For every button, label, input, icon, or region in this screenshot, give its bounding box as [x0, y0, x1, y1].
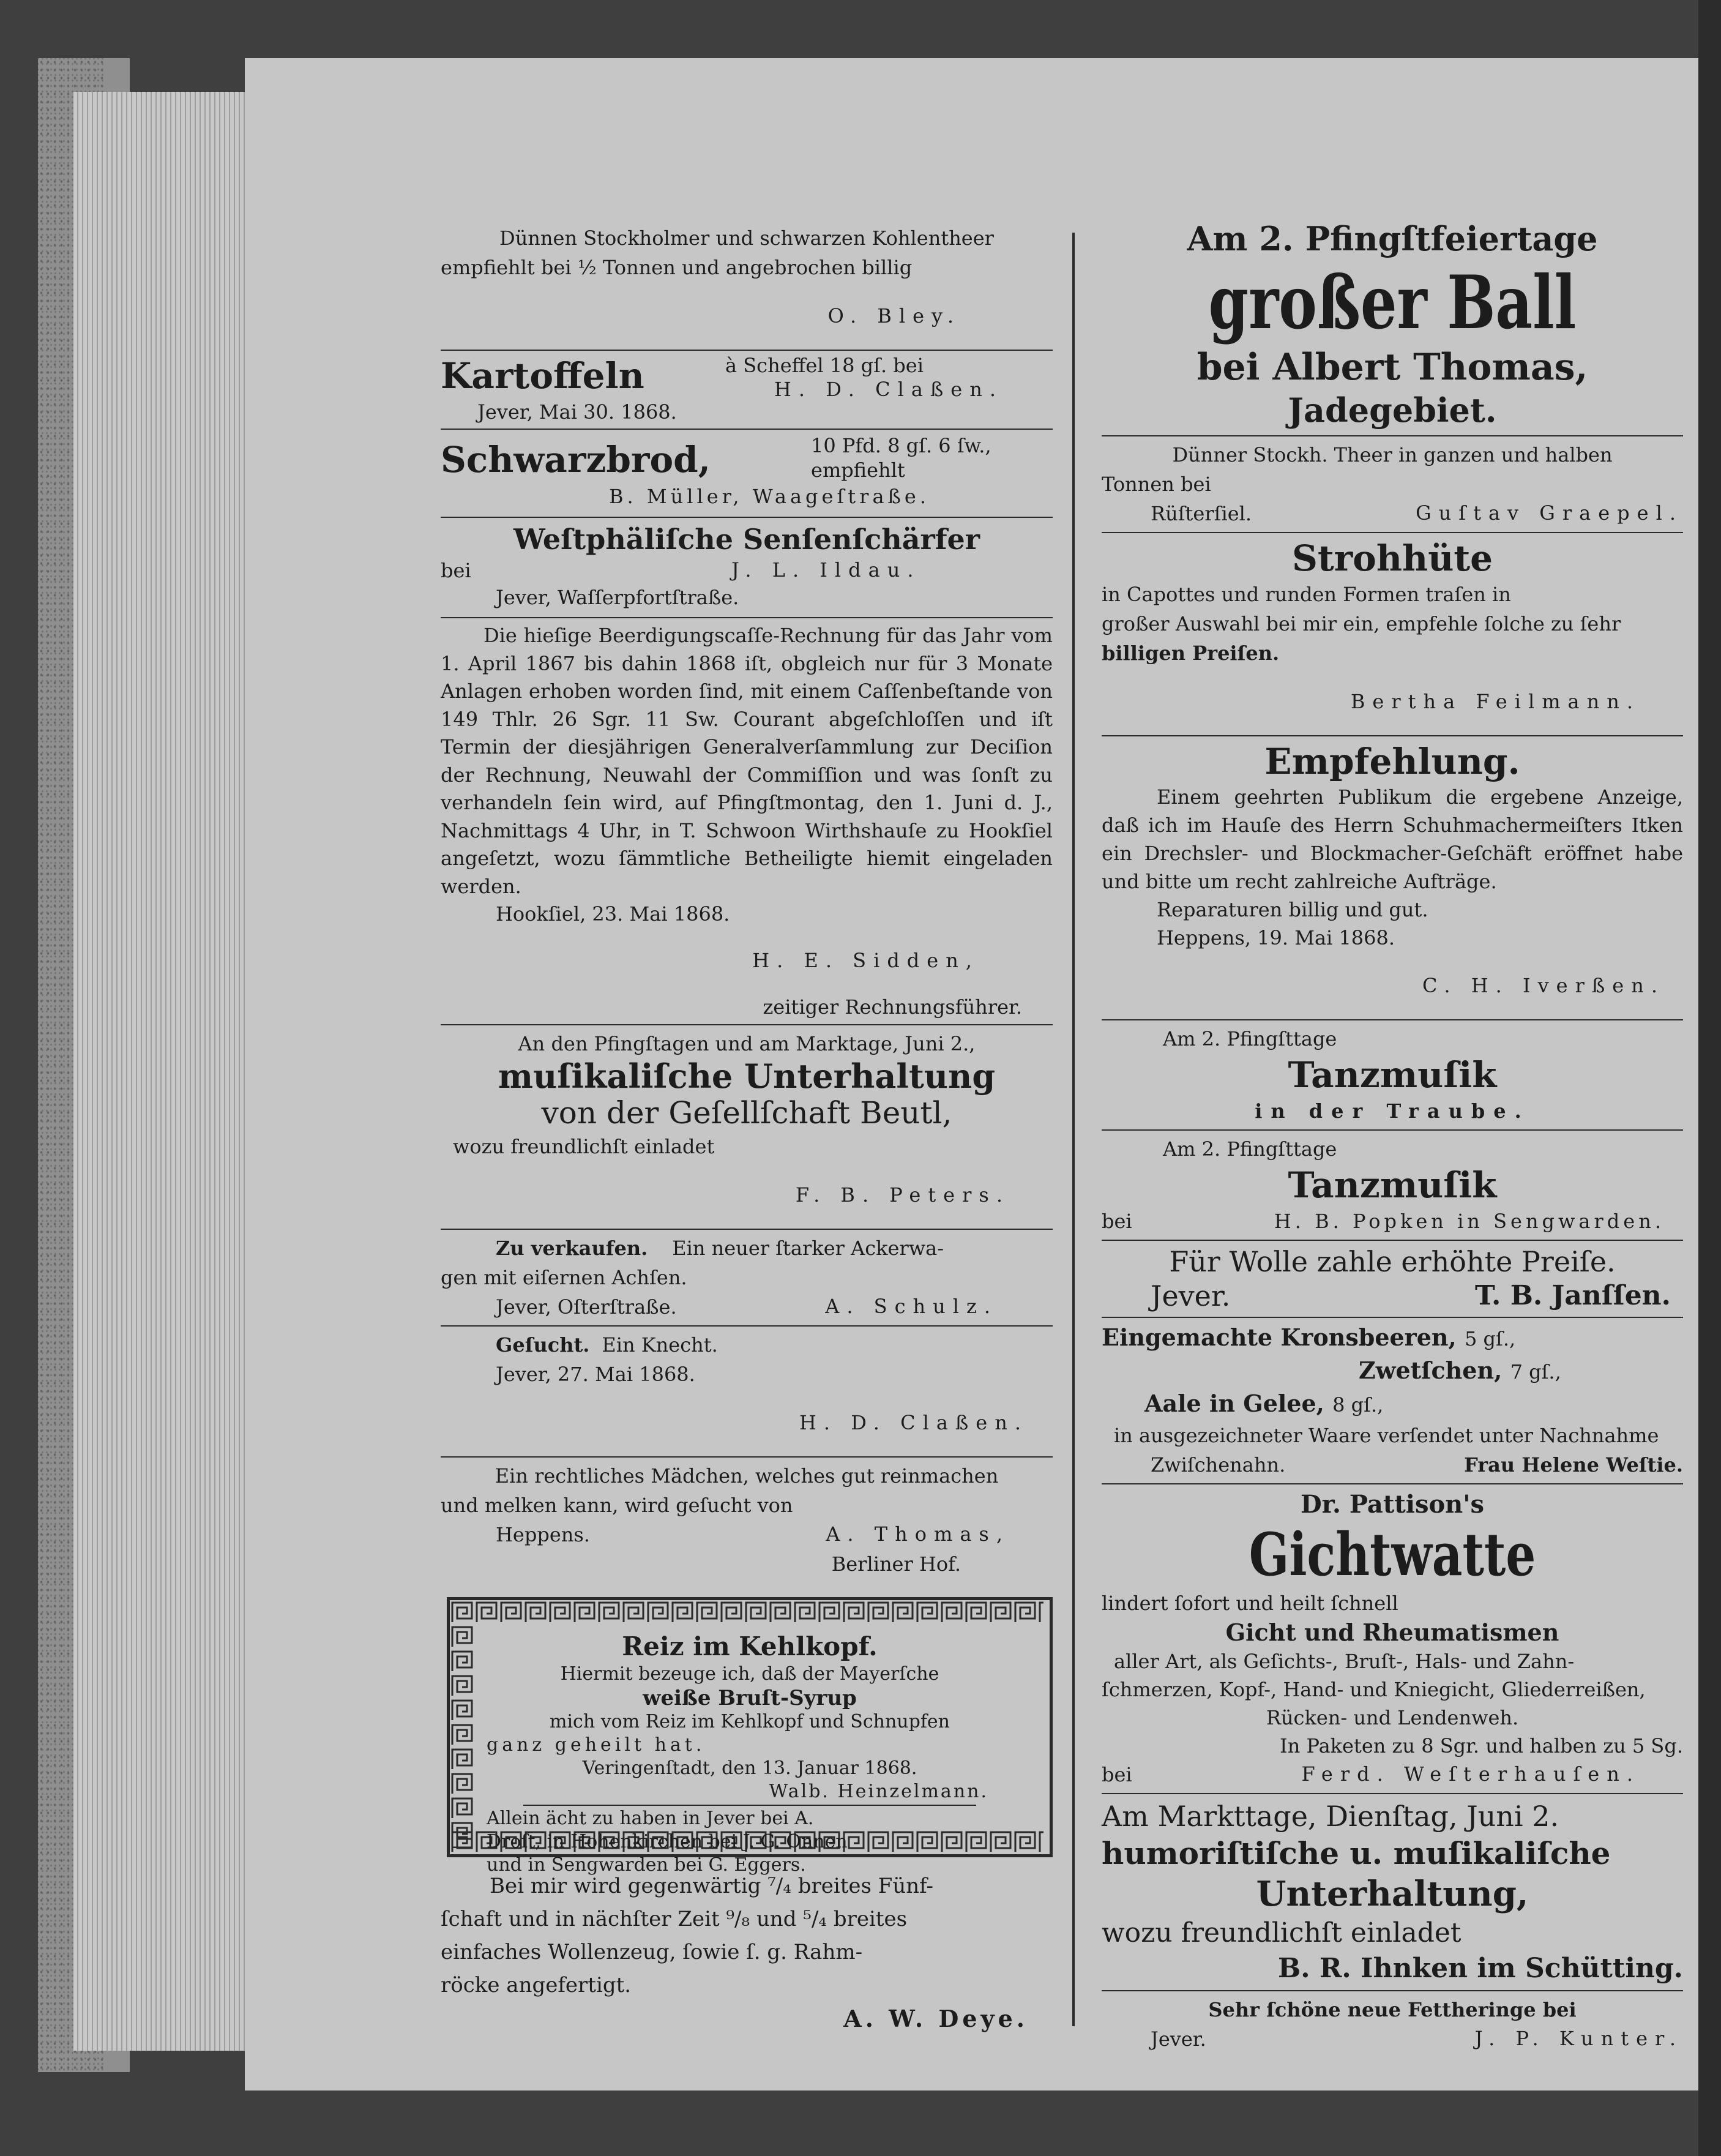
page-edges	[73, 92, 257, 2051]
ad-signature: Frau Helene Weſtie.	[1464, 1453, 1683, 1477]
ad-maedchen	[441, 1461, 1053, 1579]
ad-price: 5 gſ.,	[1464, 1327, 1516, 1350]
divider	[441, 429, 1053, 430]
ad-line	[1102, 1388, 1683, 1421]
ad-text: Rücken- und Lendenweh.	[1266, 1706, 1519, 1729]
divider	[1102, 1129, 1683, 1131]
ad-text: billigen Preiſen.	[1102, 642, 1280, 665]
ad-kohlentheer	[441, 223, 1053, 330]
ad-text: Gicht und Rheumatismen	[1225, 1619, 1559, 1646]
ad-item: Aale in Gelee,	[1144, 1390, 1324, 1417]
ad-subtitle: in der Traube.	[1255, 1099, 1530, 1123]
divider	[1102, 1317, 1683, 1318]
ad-title: Reiz im Kehlkopf.	[622, 1631, 878, 1661]
ad-signature: Guſtav Graepel.	[1416, 501, 1683, 525]
ad-title: Tanzmuſik	[1288, 1054, 1497, 1096]
ad-body: Die hieſige Beerdigungscaſſe-Rechnung für das Jahr vom 1. April 1867 bis dahin 1868 iſt, obgleich nur für 3 Monate Anlagen erhoben worden ſind, mit einem Caſſenbeſtande von 149 Thlr. 26 Sgr. 11 Sw. Courant abgeſchloſſen und iſt Termin der diesjährigen Generalverſammlung zur Deciſion der Rechnung, Neuwahl der Commiſſion und was ſonſt zu verhandeln ſein wird, auf Pfingſtmontag, den 1. Juni d. J., Nachmittags 4 Uhr, in T. Schwoon Wirthshauſe zu Hookſiel angeſetzt, wozu ſämmtliche Betheiligte hiemit eingeladen werden.	[441, 624, 1053, 898]
ad-date: Jever, 27. Mai 1868.	[496, 1363, 695, 1386]
ad-text: großer Auswahl bei mir ein, empfehle ſolche zu ſehr	[1102, 612, 1621, 635]
ad-title: Gichtwatte	[1249, 1520, 1536, 1589]
right-column	[1102, 217, 1683, 2054]
ad-date: Hookſiel, 23. Mai 1868.	[496, 902, 730, 926]
ad-line	[1102, 1355, 1683, 1388]
ad-intro: An den Pfingſtagen und am Marktage, Juni 2.,	[518, 1032, 976, 1055]
ad-text: Dünner Stockh. Theer in ganzen und halben	[1172, 443, 1613, 466]
ad-text: Dünnen Stockholmer und schwarzen Kohlentheer	[499, 226, 994, 250]
ad-text: Ein neuer ſtarker Ackerwa-	[672, 1237, 944, 1260]
ad-text: wozu freundlichſt einladet	[453, 1135, 715, 1158]
ad-text: ganz geheilt hat.	[487, 1734, 706, 1756]
ad-text: ſchmerzen, Kopf-, Hand- und Kniegicht, Gliederreißen,	[1102, 1678, 1646, 1701]
ad-text: In Paketen zu 8 Sgr. und halben zu 5 Sg.	[1280, 1734, 1683, 1757]
ad-text: aller Art, als Geſichts-, Bruſt-, Hals- und Zahn-	[1114, 1650, 1575, 1673]
ad-wolle	[1102, 1245, 1683, 1313]
ad-text: empfiehlt bei ½ Tonnen und angebrochen billig	[441, 256, 913, 279]
ad-body: Einem geehrten Publikum die ergebene Anzeige, daß ich im Hauſe des Herrn Schuhmachermeiſters Itken ein Drechsler- und Blockmacher-Geſchäft eröffnet habe und bitte um recht zahlreiche Aufträge.	[1102, 785, 1683, 893]
ad-line: humoriſtiſche u. muſikaliſche	[1102, 1835, 1611, 1871]
ad-signature: Ferd. Weſterhauſen.	[1301, 1762, 1640, 1786]
boxed-ad-content	[487, 1631, 1013, 1876]
ad-signature: A. Schulz.	[825, 1295, 998, 1318]
ad-intro: Am 2. Pfingſttage	[1163, 1137, 1337, 1161]
ad-price: 8 gſ.,	[1332, 1393, 1384, 1417]
ad-place: Heppens.	[496, 1523, 590, 1546]
ad-text: empfiehlt	[811, 459, 905, 482]
ad-title: Kartoffeln	[441, 355, 644, 397]
ad-title: Tanzmuſik	[1288, 1164, 1497, 1206]
ad-date: Heppens, 19. Mai 1868.	[1157, 926, 1395, 949]
divider	[1102, 532, 1683, 533]
ad-line	[441, 1233, 1053, 1263]
ad-signature: H. B. Popken in Sengwarden.	[1274, 1210, 1665, 1233]
ad-line: Am 2. Pfingſtfeiertage	[1187, 219, 1598, 258]
ad-footer	[1102, 1760, 1683, 1789]
ad-price: 7 gſ.,	[1510, 1360, 1561, 1383]
ad-empfehlung	[1102, 740, 1683, 1000]
ad-text: Tonnen bei	[1102, 473, 1211, 496]
ad-tanzmusik-popken	[1102, 1134, 1683, 1236]
ad-date: Veringenſtadt, den 13. Januar 1868.	[582, 1757, 917, 1779]
ad-zu-verkaufen	[441, 1233, 1053, 1322]
ad-text: bei	[1102, 1210, 1132, 1233]
ad-text: Sehr ſchöne neue Fettheringe bei	[1208, 1998, 1577, 2021]
divider	[1102, 1019, 1683, 1020]
ad-place: Rüſterſiel.	[1151, 502, 1252, 525]
ad-signature: B. R. Ihnken im Schütting.	[1278, 1953, 1683, 1984]
divider	[523, 1805, 976, 1806]
ad-signature: A. Thomas,	[826, 1522, 1010, 1546]
ad-date: Jever, Mai 30. 1868.	[477, 400, 677, 424]
ad-address: Jever, Waſſerpfortſtraße.	[496, 586, 739, 609]
ad-humoristische-unterhaltung	[1102, 1798, 1683, 1986]
ad-footer	[1102, 1450, 1683, 1480]
ad-subtext: Berliner Hof.	[831, 1552, 961, 1576]
ad-product: weiße Bruſt-Syrup	[643, 1686, 857, 1710]
ad-text: Droſt, in Hohenkirchen bei J. G. Onnen	[487, 1831, 848, 1852]
ad-text: gen mit eiſernen Achſen.	[441, 1266, 687, 1289]
ad-text: einfaches Wollenzeug, ſowie ſ. g. Rahm-	[441, 1940, 863, 1964]
divider	[1102, 735, 1683, 736]
ad-text: röcke angefertigt.	[441, 1973, 632, 1997]
ad-title: Geſucht.	[496, 1333, 590, 1357]
ad-footer	[1102, 2024, 1683, 2054]
ad-item: Eingemachte Kronsbeeren,	[1102, 1323, 1457, 1351]
divider	[1102, 1793, 1683, 1794]
scan-border	[1698, 0, 1721, 2156]
ad-theer	[1102, 440, 1683, 528]
ad-signature: H. D. Claßen.	[774, 378, 1003, 401]
ad-line: bei Albert Thomas,	[1196, 346, 1588, 389]
divider	[1102, 1990, 1683, 1991]
ad-title: Zu verkaufen.	[496, 1237, 648, 1260]
ad-tanzmusik-traube	[1102, 1024, 1683, 1126]
ad-text: in ausgezeichneter Waare verſendet unter Nachnahme	[1114, 1424, 1659, 1447]
ad-musikalische-unterhaltung	[441, 1029, 1053, 1209]
ad-signature: H. E. Sidden,	[752, 949, 979, 972]
ad-text: ſchaft und in nächſter Zeit ⁹/₈ und ⁵/₄ breites	[441, 1907, 908, 1931]
ad-kartoffeln	[441, 354, 1053, 425]
ad-signature: T. B. Janſſen.	[1474, 1280, 1671, 1311]
ad-item: Zwetſchen,	[1359, 1357, 1503, 1384]
ad-text: 10 Pfd. 8 gſ. 6 ſw.,	[811, 434, 991, 457]
ad-title: Empfehlung.	[1264, 741, 1520, 782]
ad-fettheringe	[1102, 1995, 1683, 2054]
divider	[441, 1229, 1053, 1230]
divider	[441, 617, 1053, 618]
ad-text: bei	[441, 559, 471, 582]
ad-text: Hiermit bezeuge ich, daß der Mayerſche	[560, 1663, 939, 1685]
ad-text: und melken kann, wird geſucht von	[441, 1494, 793, 1517]
ad-wollenzeug	[441, 1870, 1053, 2036]
ad-title: großer Ball	[1208, 260, 1577, 346]
ad-title: Strohhüte	[1291, 537, 1493, 579]
ad-grosser-ball	[1102, 217, 1683, 432]
ad-place: Jever, Oſterſtraße.	[496, 1295, 677, 1319]
ad-text: Reparaturen billig und gut.	[1157, 898, 1428, 921]
divider	[1102, 435, 1683, 436]
meander-border-right	[450, 1600, 474, 1848]
ad-signature: J. L. Ildau.	[731, 558, 921, 582]
ad-text: in Capottes und runden Formen traſen in	[1102, 583, 1511, 606]
ad-text: Allein ächt zu haben in Jever bei A.	[487, 1808, 814, 1829]
ad-signature: Bertha Feilmann.	[1350, 690, 1640, 713]
ad-place: Jever.	[1151, 2027, 1206, 2051]
ad-line: Jadegebiet.	[1288, 391, 1497, 430]
ad-footer	[441, 1520, 1053, 1549]
ad-text: Ein Knecht.	[602, 1333, 718, 1357]
column-divider	[1072, 233, 1075, 2026]
ad-place: Jever.	[1151, 1279, 1231, 1312]
ad-text: Für Wolle zahle erhöhte Preiſe.	[1169, 1245, 1616, 1278]
ad-footer	[441, 1292, 1053, 1322]
ad-beerdigungscasse	[441, 622, 1053, 1020]
divider	[441, 1024, 1053, 1025]
divider	[1102, 1240, 1683, 1241]
ad-sensenschaerfer	[441, 522, 1053, 613]
ad-line: Am Markttage, Dienſtag, Juni 2.	[1102, 1800, 1559, 1833]
ad-text: Bei mir wird gegenwärtig ⁷/₄ breites Fünf-	[490, 1874, 933, 1898]
ad-title: Schwarzbrod,	[441, 439, 711, 481]
divider	[441, 1456, 1053, 1458]
ad-signature: J. P. Kunter.	[1474, 2027, 1683, 2050]
ad-line: wozu freundlichſt einladet	[1102, 1917, 1462, 1948]
ad-footer	[1102, 1207, 1683, 1236]
ad-footer	[1102, 1279, 1683, 1313]
divider	[441, 1325, 1053, 1327]
ad-gichtwatte	[1102, 1488, 1683, 1789]
ad-signature: H. D. Claßen.	[799, 1411, 1028, 1434]
ad-line	[441, 1330, 1053, 1360]
ad-signature: A. W. Deye.	[843, 2005, 1028, 2032]
ad-text: à Scheffel 18 gſ. bei	[725, 354, 924, 377]
ad-text: Ein rechtliches Mädchen, welches gut reinmachen	[495, 1464, 999, 1488]
ad-line: Dr. Pattison's	[1300, 1490, 1485, 1519]
ad-subtitle: von der Geſellſchaft Beutl,	[541, 1095, 952, 1131]
ad-line	[1102, 1322, 1683, 1355]
ad-title: Weſtphäliſche Senſenſchärfer	[513, 523, 980, 556]
ad-signature: F. B. Peters.	[795, 1183, 1010, 1207]
ad-signature: O. Bley.	[827, 304, 961, 328]
ad-text: und in Sengwarden bei G. Eggers.	[487, 1854, 806, 1876]
ad-strohhuete	[1102, 537, 1683, 716]
boxed-ad-brustsyrup	[447, 1597, 1053, 1876]
ad-eingemachte	[1102, 1322, 1683, 1480]
ad-intro: Am 2. Pfingſttage	[1163, 1027, 1337, 1050]
divider	[441, 517, 1053, 518]
ad-text: lindert ſofort und heilt ſchnell	[1102, 1592, 1398, 1615]
meander-border-top	[450, 1600, 1043, 1625]
ad-footer	[1102, 499, 1683, 528]
ad-text: mich vom Reiz im Kehlkopf und Schnupfen	[550, 1711, 950, 1732]
ad-signature: C. H. Iverßen.	[1422, 974, 1665, 997]
ad-gesucht	[441, 1330, 1053, 1437]
ad-place: Zwiſchenahn.	[1151, 1453, 1286, 1477]
ad-title: muſikaliſche Unterhaltung	[498, 1057, 996, 1096]
ad-signature: Walb. Heinzelmann.	[769, 1781, 988, 1802]
left-column	[441, 223, 1053, 2036]
ad-text: bei	[1102, 1763, 1132, 1786]
ad-role: zeitiger Rechnungsführer.	[763, 995, 1022, 1019]
ad-schwarzbrod	[441, 433, 1053, 513]
divider	[1102, 1483, 1683, 1484]
ad-title: Unterhaltung,	[1256, 1874, 1529, 1914]
ad-signature: B. Müller, Waageſtraße.	[609, 485, 930, 508]
